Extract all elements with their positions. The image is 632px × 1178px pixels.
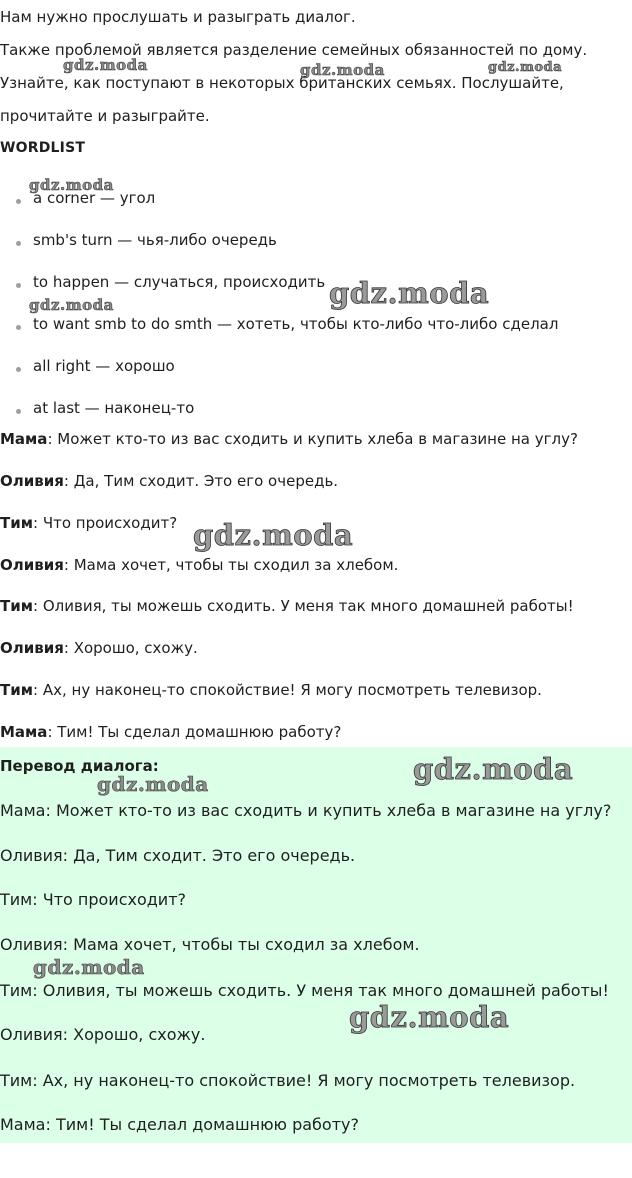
bullet-icon bbox=[16, 199, 21, 204]
wordlist-item: to want smb to do smth — хотеть, чтобы кто-либо что-либо сделал bbox=[33, 315, 559, 333]
wordlist-heading: WORDLIST bbox=[0, 140, 86, 156]
dialogue-line bbox=[0, 514, 177, 532]
dialogue-line bbox=[0, 723, 341, 741]
dialogue-line bbox=[0, 472, 338, 490]
bullet-icon bbox=[16, 241, 21, 246]
translation-line: Оливия: Мама хочет, чтобы ты сходил за хлебом. bbox=[0, 935, 420, 954]
translation-heading: Перевод диалога: bbox=[0, 757, 159, 775]
translation-line: Мама: Может кто-то из вас сходить и купить хлеба в магазине на углу? bbox=[0, 801, 612, 820]
bullet-icon bbox=[16, 409, 21, 414]
dialogue-line bbox=[0, 639, 198, 657]
wordlist-item: to happen — случаться, происходить bbox=[33, 273, 326, 291]
speaker-name: Мама bbox=[0, 430, 48, 448]
watermark: gdz.moda bbox=[193, 518, 354, 552]
dialogue-line bbox=[0, 681, 542, 699]
speaker-name: Оливия bbox=[0, 472, 64, 490]
watermark: gdz.moda bbox=[63, 56, 148, 74]
intro-line-4: прочитайте и разыграйте. bbox=[0, 107, 210, 125]
intro-line-2: Также проблемой является разделение семейных обязанностей по дому. bbox=[0, 41, 588, 59]
bullet-icon bbox=[16, 367, 21, 372]
watermark: gdz.moda bbox=[300, 61, 385, 79]
watermark: gdz.moda bbox=[488, 60, 563, 75]
watermark: gdz.moda bbox=[413, 752, 574, 786]
dialogue-text: : Мама хочет, чтобы ты сходил за хлебом. bbox=[63, 556, 399, 574]
wordlist-item: all right — хорошо bbox=[33, 357, 175, 375]
wordlist-item: smb's turn — чья-либо очередь bbox=[33, 231, 277, 249]
dialogue-line bbox=[0, 556, 398, 574]
bullet-icon bbox=[16, 283, 21, 288]
dialogue-line bbox=[0, 597, 574, 615]
intro-line-1: Нам нужно прослушать и разыграть диалог. bbox=[0, 8, 356, 26]
translation-line: Тим: Что происходит? bbox=[0, 890, 187, 909]
dialogue-text: : Оливия, ты можешь сходить. У меня так много домашней работы! bbox=[33, 597, 574, 615]
wordlist-item: a corner — угол bbox=[33, 189, 156, 207]
watermark: gdz.moda bbox=[29, 176, 114, 194]
speaker-name: Мама bbox=[0, 723, 48, 741]
speaker-name: Оливия bbox=[0, 639, 64, 657]
dialogue-text: : Тим! Ты сделал домашнюю работу? bbox=[47, 723, 342, 741]
translation-line: Тим: Ах, ну наконец-то спокойствие! Я могу посмотреть телевизор. bbox=[0, 1071, 576, 1090]
dialogue-line bbox=[0, 430, 578, 448]
watermark: gdz.moda bbox=[29, 296, 114, 314]
translation-line: Тим: Оливия, ты можешь сходить. У меня так много домашней работы! bbox=[0, 981, 609, 1000]
intro-line-3: Узнайте, как поступают в некоторых британских семьях. Послушайте, bbox=[0, 74, 564, 92]
translation-line: Оливия: Хорошо, схожу. bbox=[0, 1025, 206, 1044]
watermark: gdz.moda bbox=[97, 772, 209, 796]
bullet-icon bbox=[16, 325, 21, 330]
speaker-name: Тим bbox=[0, 681, 34, 699]
watermark: gdz.moda bbox=[349, 1000, 510, 1034]
wordlist-item: at last — наконец-то bbox=[33, 399, 195, 417]
dialogue-text: : Может кто-то из вас сходить и купить хлеба в магазине на углу? bbox=[47, 430, 578, 448]
speaker-name: Тим bbox=[0, 514, 34, 532]
translation-line: Мама: Тим! Ты сделал домашнюю работу? bbox=[0, 1115, 359, 1134]
speaker-name: Тим bbox=[0, 597, 34, 615]
dialogue-text: : Ах, ну наконец-то спокойствие! Я могу посмотреть телевизор. bbox=[33, 681, 542, 699]
speaker-name: Оливия bbox=[0, 556, 64, 574]
translation-line: Оливия: Да, Тим сходит. Это его очередь. bbox=[0, 846, 356, 865]
dialogue-text: : Хорошо, схожу. bbox=[63, 639, 198, 657]
dialogue-text: : Да, Тим сходит. Это его очередь. bbox=[63, 472, 339, 490]
watermark: gdz.moda bbox=[33, 955, 145, 979]
watermark: gdz.moda bbox=[329, 276, 490, 310]
dialogue-text: : Что происходит? bbox=[33, 514, 178, 532]
